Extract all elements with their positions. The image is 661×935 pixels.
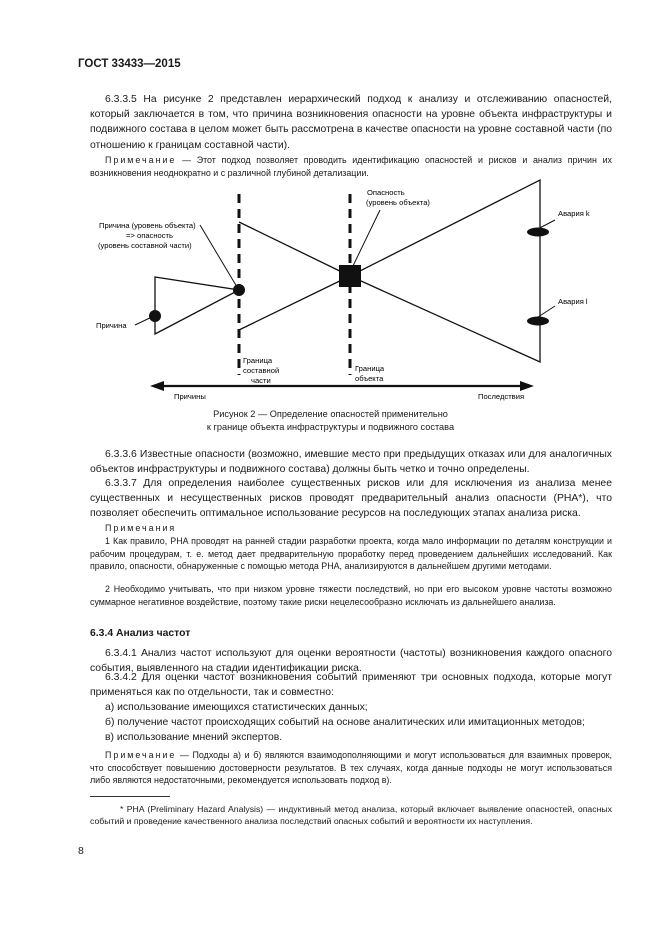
label-hazard: Опасность [367, 188, 405, 197]
note-3-label: Примечание [105, 750, 177, 760]
note-2-item-2: 2 Необходимо учитывать, что при низком уровне тяжести последствий, но при его высоком уровне частоты возможно суммарное негативное воздействие, поэтому такие риски нецелесообразно исключать из дальнейшего анализа. [90, 584, 612, 607]
object-bowtie-left-top [239, 222, 350, 276]
label-boundary-component-1: Граница [243, 356, 273, 365]
hazard-diagram [0, 0, 661, 420]
component-bowtie-shape [155, 277, 239, 334]
label-object-level: (уровень объекта) [366, 198, 430, 207]
notes-label: Примечания [105, 523, 177, 533]
paragraph-6-3-3-5: 6.3.3.5 На рисунке 2 представлен иерархический подход к анализу и отслеживанию опасностей, который заключается в том, что причина возникновения опасности на уровне объекта инфраструктуры и подвижного состава в целом может быть рассмотрена в качестве опасности на уровне составной части (по отношению к границам составной части). [90, 94, 612, 151]
accident-k-marker [527, 228, 549, 237]
footnote-divider [90, 796, 170, 797]
page-number: 8 [78, 845, 84, 857]
paragraph-6-3-3-6: 6.3.3.6 Известные опасности (возможно, имевшие место при предыдущих отказах или для аналогичных объектов инфраструктуры и подвижного состава) должны быть четко и точно определены. [90, 449, 612, 476]
label-causes: Причины [174, 392, 206, 401]
label-boundary-object-2: объекта [355, 374, 384, 383]
figure-caption-line2: к границе объекта инфраструктуры и подвижного состава [206, 422, 455, 432]
label-boundary-component-2: составной [243, 366, 280, 375]
note-2-item-1: 1 Как правило, PHA проводят на ранней стадии разработки проекта, когда мало информации по деталям конструкции и рабочим процедурам, т. е. метод дает предварительную проработку перед проведением дальнейших исследований. Как правило, опасности, обнаруженные с помощью метода PHA, анализируются в дальнейшем другими методами. [90, 536, 612, 572]
label-component-level: (уровень составной части) [98, 241, 192, 250]
figure-caption-line1: Рисунок 2 — Определение опасностей применительно [213, 409, 448, 419]
label-boundary-object-1: Граница [355, 364, 385, 373]
list-item-b: б) получение частот происходящих событий на основе аналитических или имитационных методов; [105, 717, 585, 728]
note-text: — Этот подход позволяет проводить идентификацию опасностей и рисков и анализ причин их возникновения неоднократно и с различной глубиной детализации. [90, 155, 612, 178]
accident-l-marker [527, 317, 549, 326]
label-accident-k: Авария k [558, 209, 590, 218]
object-bowtie-left-bottom [239, 276, 350, 330]
label-consequences: Последствия [478, 392, 525, 401]
cause-marker [149, 310, 161, 322]
label-cause-component: Причина (уровень объекта) [99, 221, 196, 230]
component-hazard-marker [233, 284, 245, 296]
paragraph-6-3-4-2: 6.3.4.2 Для оценки частот возникновения событий применяют три основных подхода, которые могут применяться как по отдельности, так и совместно: [90, 672, 612, 699]
paragraph-6-3-3-7: 6.3.3.7 Для определения наиболее существенных рисков или для исключения из анализа менее существенных и несущественных рисков проводят предварительный анализ опасности (PHA*), что позволяет обеспечить оптимальное использование ресурсов на последующих этапах анализа риска. [90, 478, 612, 520]
section-heading-6-3-4: 6.3.4 Анализ частот [90, 628, 191, 639]
paragraph-6-3-4-1: 6.3.4.1 Анализ частот используют для оценки вероятности (частоты) возникновения каждого опасного события, выявленного на стадии идентификации риска. [90, 648, 612, 675]
hazard-leader-line [352, 210, 380, 268]
hazard-marker [339, 265, 361, 287]
object-bowtie-right [350, 180, 540, 362]
document-header: ГОСТ 33433—2015 [78, 58, 181, 70]
note-3 [90, 749, 612, 787]
label-accident-l: Авария l [558, 297, 588, 306]
label-arrow-hazard: => опасность [126, 231, 173, 240]
list-item-c: в) использование мнений экспертов. [105, 732, 283, 743]
note-3-text: — Подходы а) и б) являются взаимодополняющими и могут использоваться для взаимных проверок, что способствует повышению достоверности результатов. В тех случаях, когда данные подходы не могут использоваться либо являются недостаточными, рекомендуется использовать подход в). [90, 750, 612, 786]
notes-heading [90, 522, 612, 535]
arrow-left-head [150, 381, 164, 391]
cause-component-leader-line [200, 225, 237, 287]
arrow-right-head [520, 381, 534, 391]
label-cause: Причина [96, 321, 127, 330]
note-label: Примечание [105, 155, 177, 165]
label-boundary-component-3: части [251, 376, 271, 385]
footnote: * PHA (Preliminary Hazard Analysis) — индуктивный метод анализа, который включает выявление опасностей, опасных событий и проведение качественного анализа последствий опасных событий и вероятности их наступления. [90, 804, 612, 827]
list-item-a: а) использование имеющихся статистических данных; [105, 702, 368, 713]
